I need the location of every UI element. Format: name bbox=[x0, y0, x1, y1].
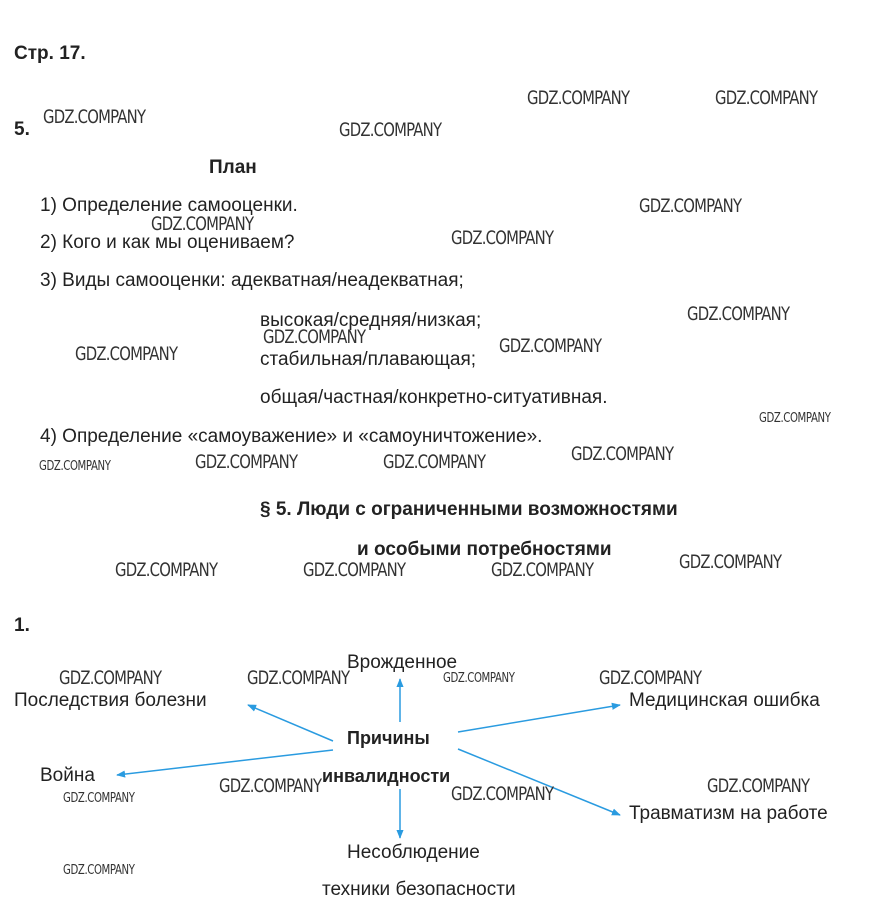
watermark: GDZ.COMPANY bbox=[679, 551, 782, 573]
watermark: GDZ.COMPANY bbox=[63, 791, 135, 806]
plan-item-2: 2) Кого и как мы оцениваем? bbox=[40, 232, 295, 253]
watermark: GDZ.COMPANY bbox=[499, 335, 602, 357]
node-upper-left: Последствия болезни bbox=[14, 690, 207, 711]
watermark: GDZ.COMPANY bbox=[759, 411, 831, 426]
watermark: GDZ.COMPANY bbox=[383, 451, 486, 473]
node-lower-right: Травматизм на работе bbox=[629, 803, 828, 824]
node-bottom-line-2: техники безопасности bbox=[322, 879, 516, 900]
plan-subitem-2: стабильная/плавающая; bbox=[260, 349, 477, 370]
section-title-line-2: и особыми потребностями bbox=[357, 539, 612, 560]
watermark: GDZ.COMPANY bbox=[247, 667, 350, 689]
page-label: Стр. 17. bbox=[14, 43, 86, 64]
watermark: GDZ.COMPANY bbox=[571, 443, 674, 465]
watermark: GDZ.COMPANY bbox=[451, 227, 554, 249]
plan-item-4: 4) Определение «самоуважение» и «самоуничтожение». bbox=[40, 426, 543, 447]
plan-item-1: 1) Определение самооценки. bbox=[40, 195, 298, 216]
watermark: GDZ.COMPANY bbox=[707, 775, 810, 797]
watermark: GDZ.COMPANY bbox=[639, 195, 742, 217]
task-5-number: 5. bbox=[14, 119, 30, 140]
watermark: GDZ.COMPANY bbox=[527, 87, 630, 109]
task-1-number: 1. bbox=[14, 615, 30, 636]
node-top: Врожденное bbox=[347, 652, 458, 673]
plan-title: План bbox=[209, 157, 257, 178]
arrow-to-upper-left bbox=[248, 705, 333, 741]
watermark: GDZ.COMPANY bbox=[59, 667, 162, 689]
watermark: GDZ.COMPANY bbox=[303, 559, 406, 581]
watermark: GDZ.COMPANY bbox=[715, 87, 818, 109]
node-bottom-line-1: Несоблюдение bbox=[347, 842, 480, 863]
watermark: GDZ.COMPANY bbox=[491, 559, 594, 581]
watermark: GDZ.COMPANY bbox=[151, 213, 254, 235]
watermark: GDZ.COMPANY bbox=[195, 451, 298, 473]
node-upper-right: Медицинская ошибка bbox=[629, 690, 820, 711]
watermark: GDZ.COMPANY bbox=[43, 106, 146, 128]
watermark: GDZ.COMPANY bbox=[687, 303, 790, 325]
watermark: GDZ.COMPANY bbox=[339, 119, 442, 141]
plan-subitem-3: общая/частная/конкретно-ситуативная. bbox=[260, 387, 608, 408]
watermark: GDZ.COMPANY bbox=[263, 326, 366, 348]
arrow-to-lower-right bbox=[458, 749, 620, 815]
diagram-center-line-1: Причины bbox=[347, 728, 430, 748]
plan-subitem-1: высокая/средняя/низкая; bbox=[260, 310, 482, 331]
watermark: GDZ.COMPANY bbox=[443, 671, 515, 686]
watermark: GDZ.COMPANY bbox=[39, 459, 111, 474]
section-title-line-1: § 5. Люди с ограниченными возможностями bbox=[260, 499, 678, 520]
watermark: GDZ.COMPANY bbox=[115, 559, 218, 581]
plan-item-3: 3) Виды самооценки: адекватная/неадекватная; bbox=[40, 270, 464, 291]
watermark: GDZ.COMPANY bbox=[599, 667, 702, 689]
watermark: GDZ.COMPANY bbox=[451, 783, 554, 805]
watermark: GDZ.COMPANY bbox=[219, 775, 322, 797]
watermark: GDZ.COMPANY bbox=[63, 863, 135, 878]
node-left: Война bbox=[40, 765, 95, 786]
diagram-center-line-2: инвалидности bbox=[322, 766, 451, 786]
arrow-to-upper-right bbox=[458, 705, 620, 732]
watermark: GDZ.COMPANY bbox=[75, 343, 178, 365]
arrow-to-left bbox=[117, 750, 333, 775]
